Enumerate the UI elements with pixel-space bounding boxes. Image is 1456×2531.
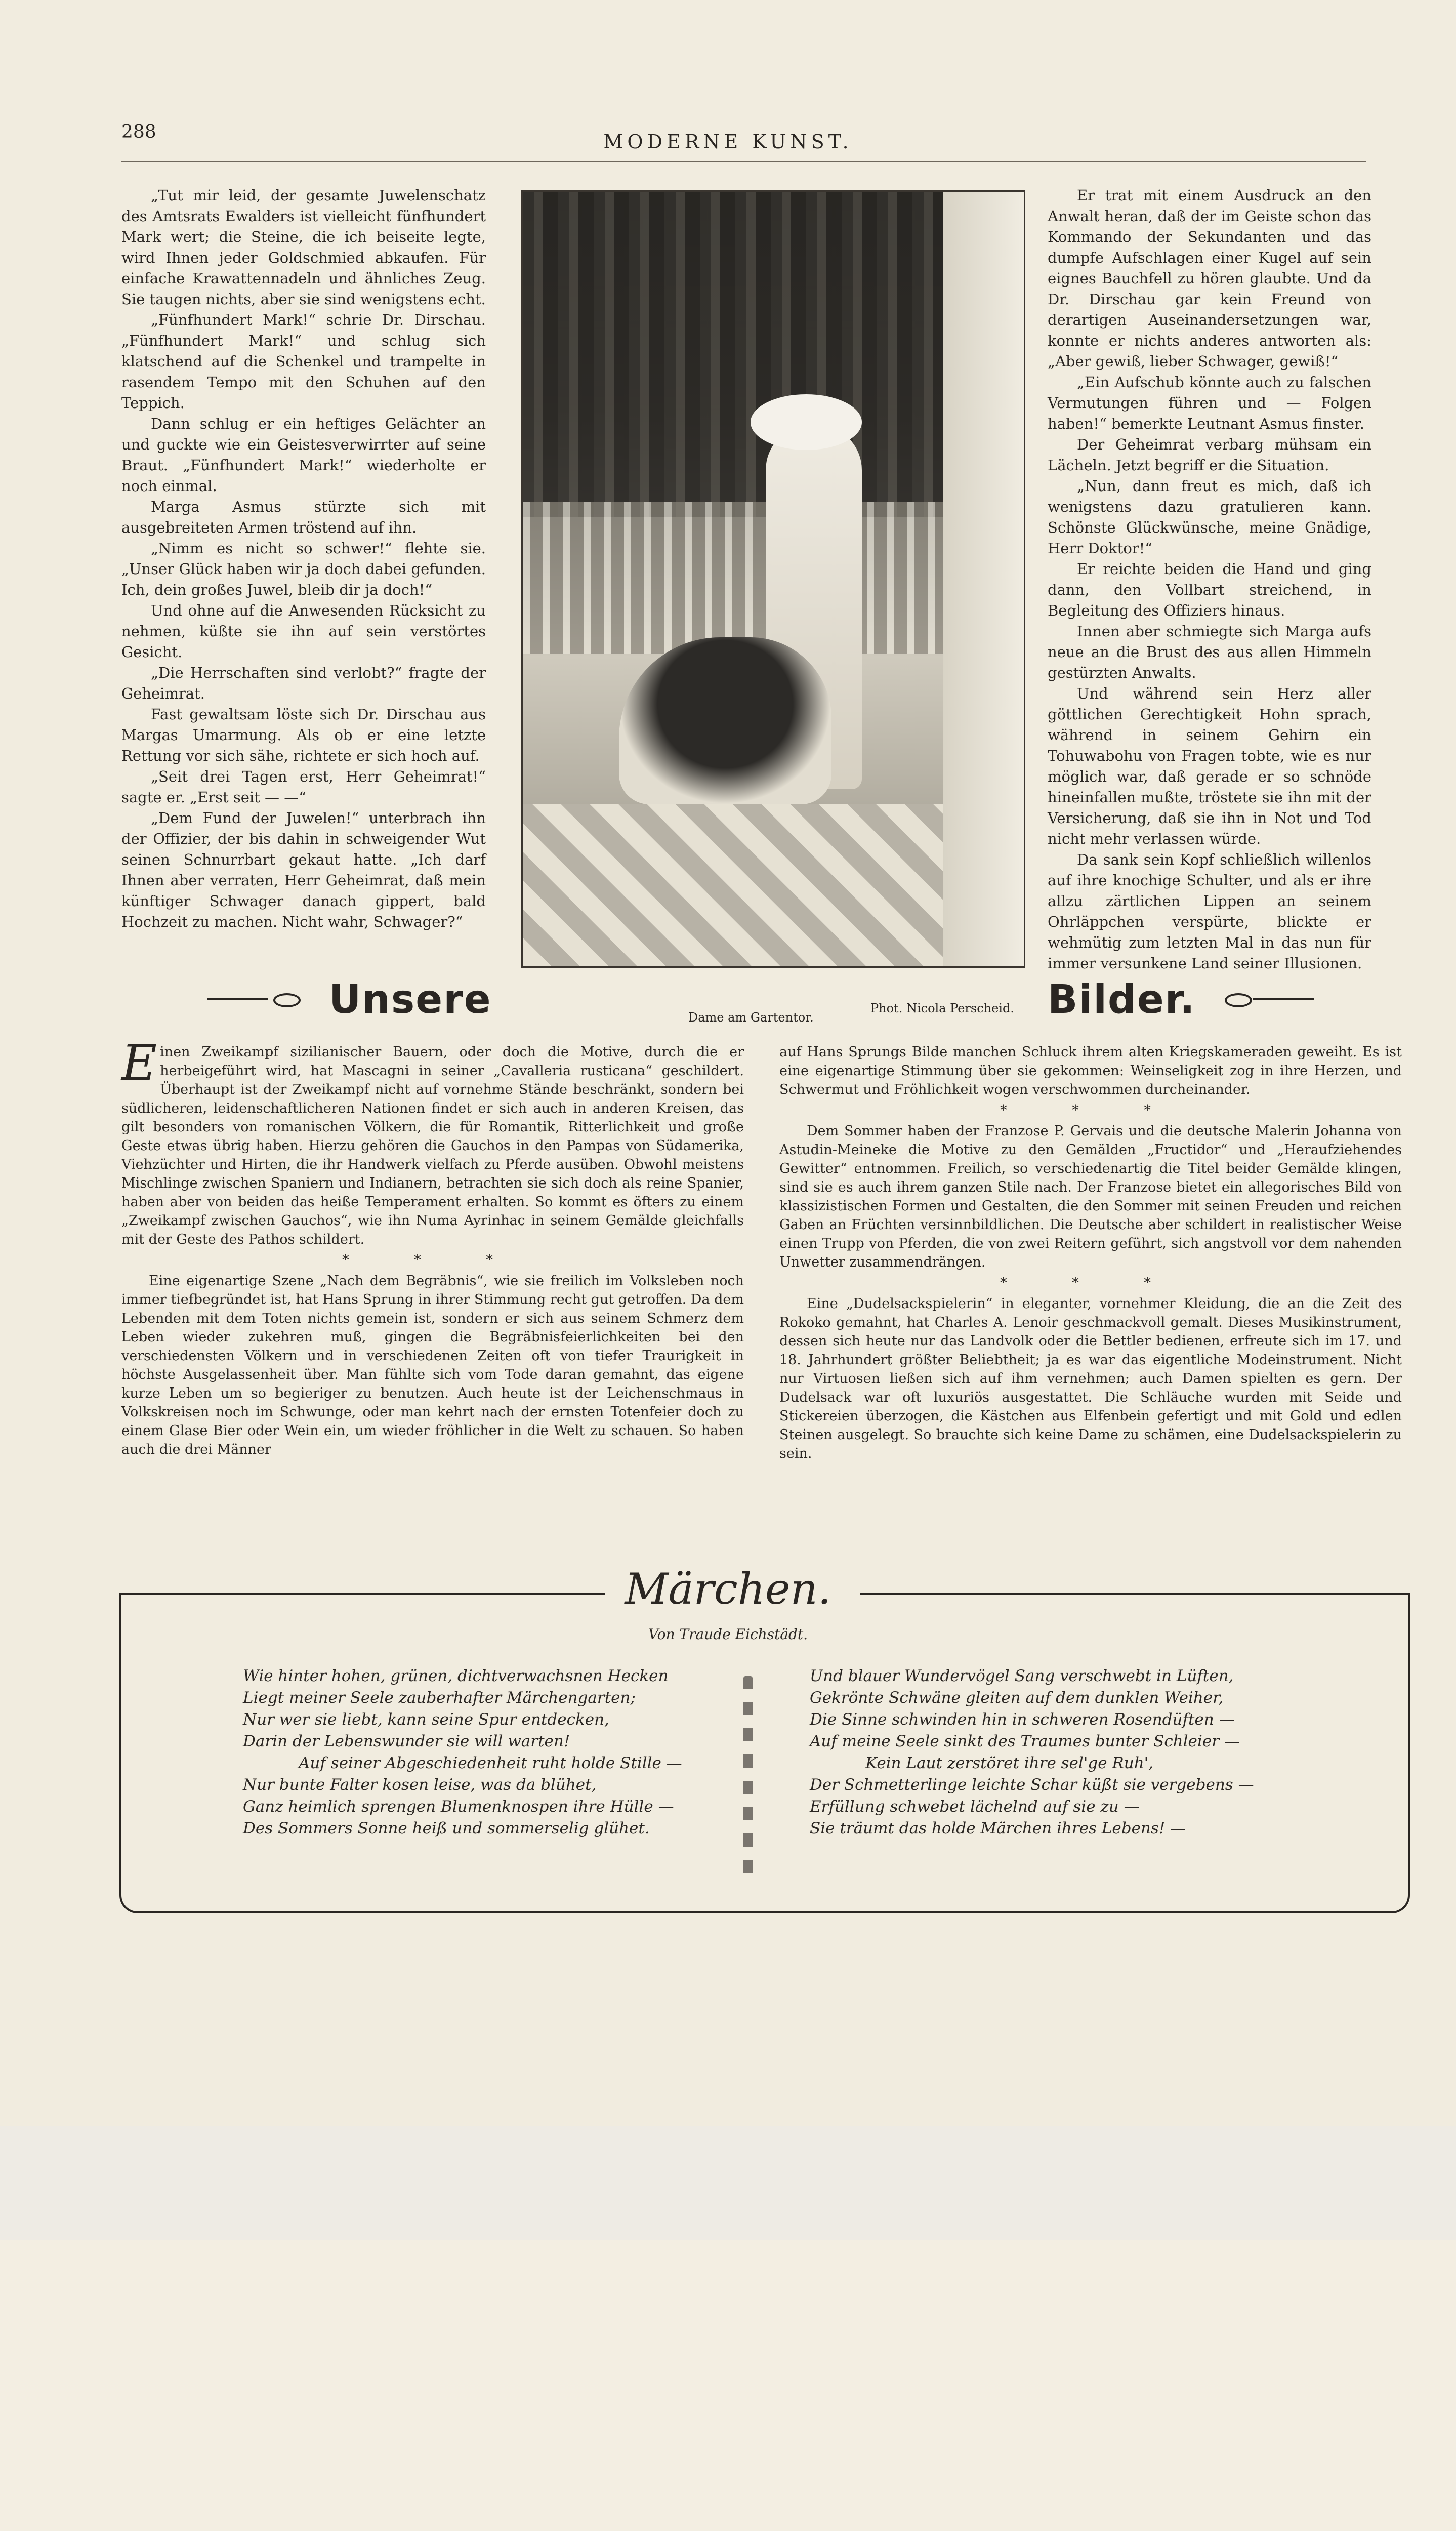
paragraph: „Tut mir leid, der gesamte Juwelenschatz des Amtsrats Ewalders ist vielleicht fünfhundert Mark wert; die Steine, die ich beiseite legte, wird Ihnen jeder Goldschmied abkaufen. Für einfache Krawattennadeln und ähnliches Zeug. Sie taugen nichts, aber sie sind wenigstens echt. (121, 187, 486, 308)
ornament-right (1253, 998, 1314, 1000)
paragraph: Da sank sein Kopf schließlich willenlos auf ihre knochige Schulter, und als er ihre allzu zärtlichen Lippen an seinem Ohrläppchen verspürte, blickte er wehmütig zum letzten Mal in das nun für immer versunkene Land seiner Illusionen. (1048, 851, 1371, 972)
ornament-right-loop (1225, 993, 1252, 1007)
poem-divider (743, 1676, 753, 1878)
poem-line: Nur wer sie liebt, kann seine Spur entdecken, (243, 1710, 609, 1729)
photo-dog (619, 637, 831, 804)
section-title-left: Unsere (329, 977, 492, 1023)
story-right-column (1048, 185, 1371, 974)
poem-line: Ganz heimlich sprengen Blumenknospen ihre Hülle — (243, 1798, 674, 1816)
poem-author: Von Traude Eichstädt. (648, 1626, 808, 1643)
poem-right-stanza (810, 1665, 1254, 1840)
poem-line: Auf seiner Abgeschiedenheit ruht holde Stille — (299, 1754, 682, 1772)
photo-caption: Dame am Gartentor. (688, 1010, 814, 1025)
paragraph: Marga Asmus stürzte sich mit ausgebreiteten Armen tröstend auf ihn. (121, 498, 486, 536)
viewer-footer (0, 2126, 1456, 2240)
running-title: MODERNE KUNST. (603, 131, 853, 153)
poem-line: Liegt meiner Seele zauberhafter Märchengarten; (243, 1689, 636, 1707)
poem-left-stanza (243, 1665, 682, 1840)
paragraph: Der Geheimrat verbarg mühsam ein Lächeln. Jetzt begriff er die Situation. (1048, 436, 1371, 474)
paragraph: Er reichte beiden die Hand und ging dann, den Vollbart streichend, in Begleitung des Offiziers hinaus. (1048, 560, 1371, 619)
poem-title: Märchen. (625, 1564, 831, 1614)
poem-line: Des Sommers Sonne heiß und sommerselig glühet. (243, 1819, 650, 1838)
paragraph: „Nun, dann freut es mich, daß ich wenigstens dazu gratulieren kann. Schönste Glückwünsche, meine Gnädige, Herr Doktor!“ (1048, 477, 1371, 557)
poem-line: Der Schmetterlinge leichte Schar küßt sie vergebens — (810, 1776, 1254, 1794)
paragraph: Und während sein Herz aller göttlichen Gerechtigkeit Hohn sprach, während in seinem Gehirn ein Tohuwabohu von Fragen tobte, wie es nur möglich war, daß gerade er so schnöde hineinfallen mußte, tröstete sie ihn mit der Versicherung, daß sie ihn in Not und Tod nicht mehr verlassen würde. (1048, 685, 1371, 847)
paragraph: „Fünfhundert Mark!“ schrie Dr. Dirschau. „Fünfhundert Mark!“ und schlug sich klatschend auf die Schenkel und trampelte in rasendem Tempo mit den Schuhen auf den Teppich. (121, 311, 486, 412)
poem-line: Darin der Lebenswunder sie will warten! (243, 1732, 570, 1750)
paragraph: Er trat mit einem Ausdruck an den Anwalt heran, daß der im Geiste schon das Kommando der Sekundanten und das dumpfe Aufschlagen einer Kugel auf sein eignes Bauchfell zu hören glaubte. Und da Dr. Dirschau gar kein Freund von derartigen Auseinandersetzungen war, konnte er nichts anderes antworten als: „Aber gewiß, lieber Schwager, gewiß!“ (1048, 187, 1371, 370)
paragraph: „Die Herrschaften sind verlobt?“ fragte der Geheimrat. (121, 664, 486, 702)
poem-line: Gekrönte Schwäne gleiten auf dem dunklen Weiher, (810, 1689, 1224, 1707)
paragraph: „Nimm es nicht so schwer!“ flehte sie. „Unser Glück haben wir ja doch dabei gefunden. Ich, dein großes Juwel, bleib dir ja doch!“ (121, 540, 486, 598)
poem-line: Erfüllung schwebet lächelnd auf sie zu — (810, 1798, 1140, 1816)
poem-line: Die Sinne schwinden hin in schweren Rosendüften — (810, 1710, 1235, 1729)
photo-lady-with-dog (521, 190, 1025, 968)
poem-line: Wie hinter hohen, grünen, dichtverwachsnen Hecken (243, 1667, 669, 1685)
poem-line: Nur bunte Falter kosen leise, was da blühet, (243, 1776, 597, 1794)
photo-credit: Phot. Nicola Perscheid. (870, 1001, 1014, 1015)
bilder-right-column: auf Hans Sprungs Bilde manchen Schluck ihrem alten Kriegskameraden geweiht. Es ist eine eigenartige Stimmung über sie gekommen: Weinseligkeit zog in ihre Herzen, und Schwermut und Fröhlichkeit wogen verschwommen durcheinander. * * * Dem Sommer haben der Franzose P. Gervais und die deutsche Malerin Johanna von Astudin-Meineke die Motive zu den Gemälden „Fructidor“ und „Heraufziehendes Gewitter“ entnommen. Freilich, so verschiedenartig die Titel beider Gemälde klingen, sind sie es auch ihrem ganzen Stile nach. Der Franzose bietet ein allegorisches Bild von klassizistischen Formen und Gestalten, die den Sommer mit seinen Freuden und reichen Gaben an Früchten versinnbildlichen. Die Deutsche aber schildert in realistischer Weise einen Trupp von Pferden, die von zwei Reitern geführt, sich angstvoll vor dem nahenden Unwetter zusammendrängen. * * * Eine „Dudelsackspielerin“ in eleganter, vornehmer Kleidung, die an die Zeit des Rokoko gemahnt, hat Charles A. Lenoir geschmackvoll gemalt. Dieses Musikinstrument, dessen sich heute nur das Landvolk oder die Bettler bedienen, erfreute sich im 17. und 18. Jahrhundert größter Beliebtheit; ja es war das eigentliche Modeinstrument. Nicht nur Virtuosen ließen sich auf ihm vernehmen; auch Damen spielten es gern. Der Dudelsack war oft luxuriös ausgestattet. Die Schläuche wurden mit Seide und Stickereien überzogen, die Kästchen aus Elfenbein gefertigt und mit Gold und edlen Steinen ausgelegt. So brauchte sich keine Dame zu schämen, eine Dudelsackspielerin zu sein. (779, 1044, 1402, 1461)
drop-cap: E (121, 1035, 157, 1091)
ornament-left (207, 998, 268, 1000)
poem-line: Auf meine Seele sinkt des Traumes bunter Schleier — (810, 1732, 1240, 1750)
paragraph: „Seit drei Tagen erst, Herr Geheimrat!“ sagte er. „Erst seit — —“ (121, 768, 486, 806)
paragraph: „Ein Aufschub könnte auch zu falschen Vermutungen führen und — Folgen haben!“ bemerkte Leutnant Asmus finster. (1048, 374, 1371, 432)
paragraph: Dann schlug er ein heftiges Gelächter an und guckte wie ein Geistesverwirrter auf seine Braut. „Fünfhundert Mark!“ wiederholte er noch einmal. (121, 415, 486, 495)
photo-pillar (943, 192, 1024, 966)
story-left-column (121, 185, 486, 932)
poem-line: Und blauer Wundervögel Sang verschwebt in Lüften, (810, 1667, 1234, 1685)
page-number: 288 (121, 121, 156, 142)
paragraph: Und ohne auf die Anwesenden Rücksicht zu nehmen, küßte sie ihn auf sein verstörtes Gesicht. (121, 602, 486, 661)
paragraph: Innen aber schmiegte sich Marga aufs neue an die Brust des aus allen Himmeln gestürzten Anwalts. (1048, 623, 1371, 681)
header-rule (121, 161, 1366, 162)
photo-hat (751, 394, 862, 450)
paragraph: Fast gewaltsam löste sich Dr. Dirschau aus Margas Umarmung. Als ob er eine letzte Rettung vor sich sähe, richtete er sich hoch auf. (121, 706, 486, 764)
paragraph: „Dem Fund der Juwelen!“ unterbrach ihn der Offizier, der bis dahin in schweigender Wut seinen Schnurrbart gekaut hatte. „Ich darf Ihnen aber verraten, Herr Geheimrat, daß mein künftiger Schwager danach gippert, bald Hochzeit zu machen. Nicht wahr, Schwager?“ (121, 809, 486, 930)
ornament-left-loop (273, 993, 301, 1007)
bilder-left-column: Einen Zweikampf sizilianischer Bauern, oder doch die Motive, durch die er herbeigeführt wird, hat Mascagni in seiner „Cavalleria rusticana“ geschildert. Überhaupt ist der Zweikampf nicht auf vornehme Stände beschränkt, sondern bei südlicheren, leidenschaftlicheren Nationen findet er sich auch in anderen Kreisen, das gilt besonders von romanischen Völkern, die für Romantik, Ritterlichkeit und große Geste etwas übrig haben. Hierzu gehören die Gauchos in den Pampas von Südamerika, Viehzüchter und Hirten, die ihr Handwerk vielfach zu Pferde ausüben. Obwohl meistens Mischlinge zwischen Spaniern und Indianern, betrachten sie sich doch als reine Spanier, haben aber von beiden das heiße Temperament erhalten. So kommt es öfters zu einem „Zweikampf zwischen Gauchos“, wie ihn Numa Ayrinhac in seinem Gemälde gleichfalls mit der Geste des Pathos schildert. * * * Eine eigenartige Szene „Nach dem Begräbnis“, wie sie freilich im Volksleben noch immer tiefbegründet ist, hat Hans Sprung in ihrer Stimmung recht gut getroffen. Da dem Lebenden mit dem Toten nichts gemein ist, sondern er sich aus seinem Schmerz dem Leben wieder zukehren muß, gingen die Begräbnisfeierlichkeiten bei den verschiedensten Völkern und in verschiedenen Zeiten oft von tiefer Traurigkeit in höchste Ausgelassenheit über. Man fühlte sich vom Tode daran gemahnt, das eigene kurze Leben um so begieriger zu benutzen. Auch heute ist der Leichenschmaus in Volkskreisen noch im Schwunge, oder man kehrt nach der ernsten Totenfeier doch zu einem Glase Bier oder Wein ein, um wieder fröhlicher in die Welt zu schauen. So haben auch die drei Männer (121, 1035, 744, 1457)
poem-line: Kein Laut zerstöret ihre sel'ge Ruh', (865, 1754, 1154, 1772)
poem-line: Sie träumt das holde Märchen ihres Lebens! — (810, 1819, 1186, 1838)
section-title-right: Bilder. (1048, 977, 1196, 1023)
